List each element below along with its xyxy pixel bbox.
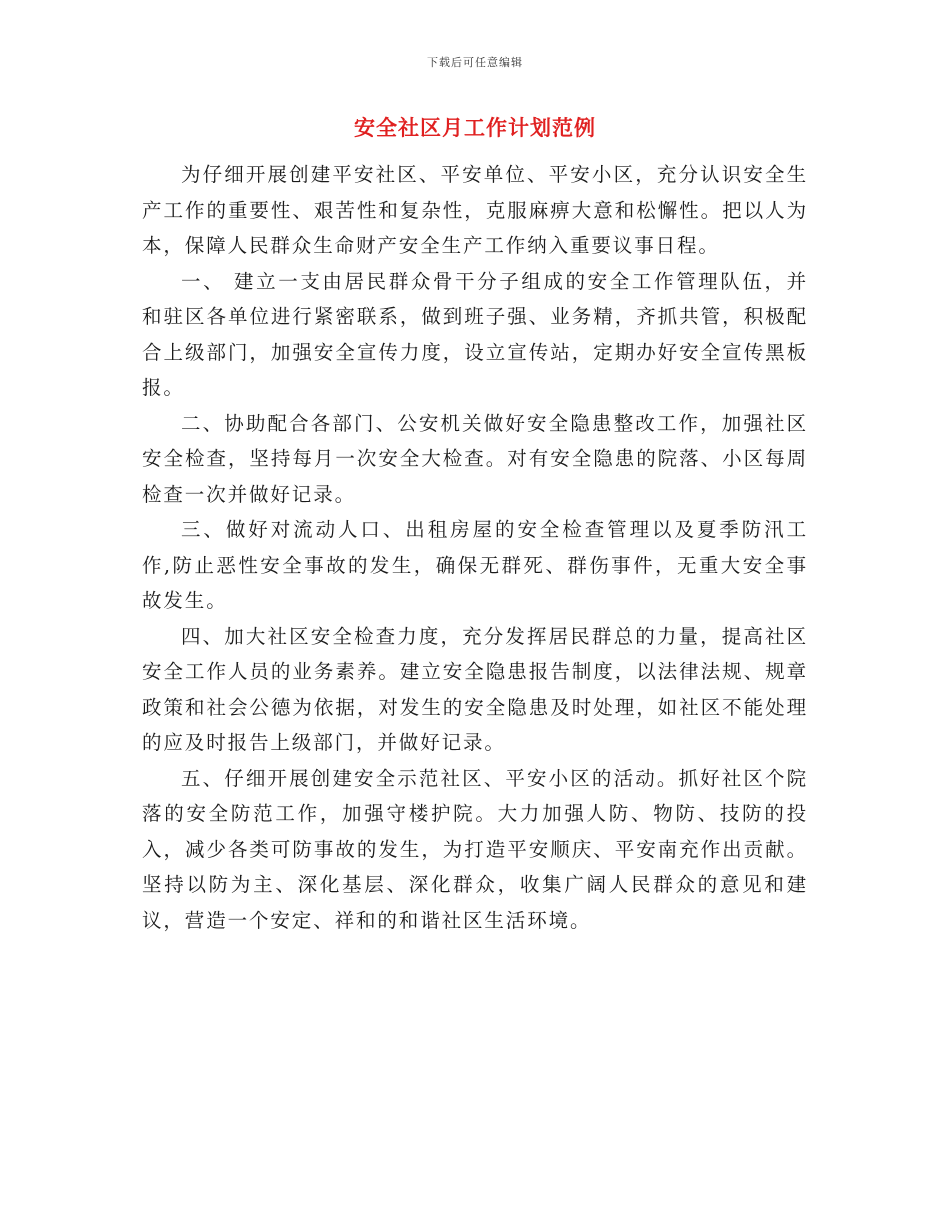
paragraph-item-3: 三、做好对流动人口、出租房屋的安全检查管理以及夏季防汛工作,防止恶性安全事故的发生，确保无群死、群伤事件，无重大安全事故发生。 bbox=[142, 518, 808, 612]
paragraph-intro: 为仔细开展创建平安社区、平安单位、平安小区，充分认识安全生产工作的重要性、艰苦性和复杂性，克服麻痹大意和松懈性。把以人为本，保障人民群众生命财产安全生产工作纳入重要议事日程。 bbox=[142, 163, 808, 257]
header-note: 下载后可任意编辑 bbox=[427, 56, 523, 69]
document-title: 安全社区月工作计划范例 bbox=[354, 115, 596, 140]
document-body bbox=[142, 157, 808, 938]
paragraph-item-2: 二、协助配合各部门、公安机关做好安全隐患整改工作，加强社区安全检查，坚持每月一次安全大检查。对有安全隐患的院落、小区每周检查一次并做好记录。 bbox=[142, 411, 808, 506]
paragraph-item-5: 五、仔细开展创建安全示范社区、平安小区的活动。抓好社区个院落的安全防范工作，加强守楼护院。大力加强人防、物防、技防的投入，减少各类可防事故的发生，为打造平安顺庆、平安南充作出贡献。坚持以防为主、深化基层、深化群众，收集广阔人民群众的意见和建议，营造一个安定、祥和的和谐社区生活环境。 bbox=[142, 766, 808, 932]
paragraph-item-1: 一、 建立一支由居民群众骨干分子组成的安全工作管理队伍，并和驻区各单位进行紧密联系，做到班子强、业务精，齐抓共管，积极配合上级部门，加强安全宣传力度，设立宣传站，定期办好安全宣传黑板报。 bbox=[142, 269, 808, 399]
paragraph-item-4: 四、加大社区安全检查力度，充分发挥居民群总的力量，提高社区安全工作人员的业务素养。建立安全隐患报告制度，以法律法规、规章政策和社会公德为依据，对发生的安全隐患及时处理，如社区不能处理的应及时报告上级部门，并做好记录。 bbox=[142, 624, 808, 754]
